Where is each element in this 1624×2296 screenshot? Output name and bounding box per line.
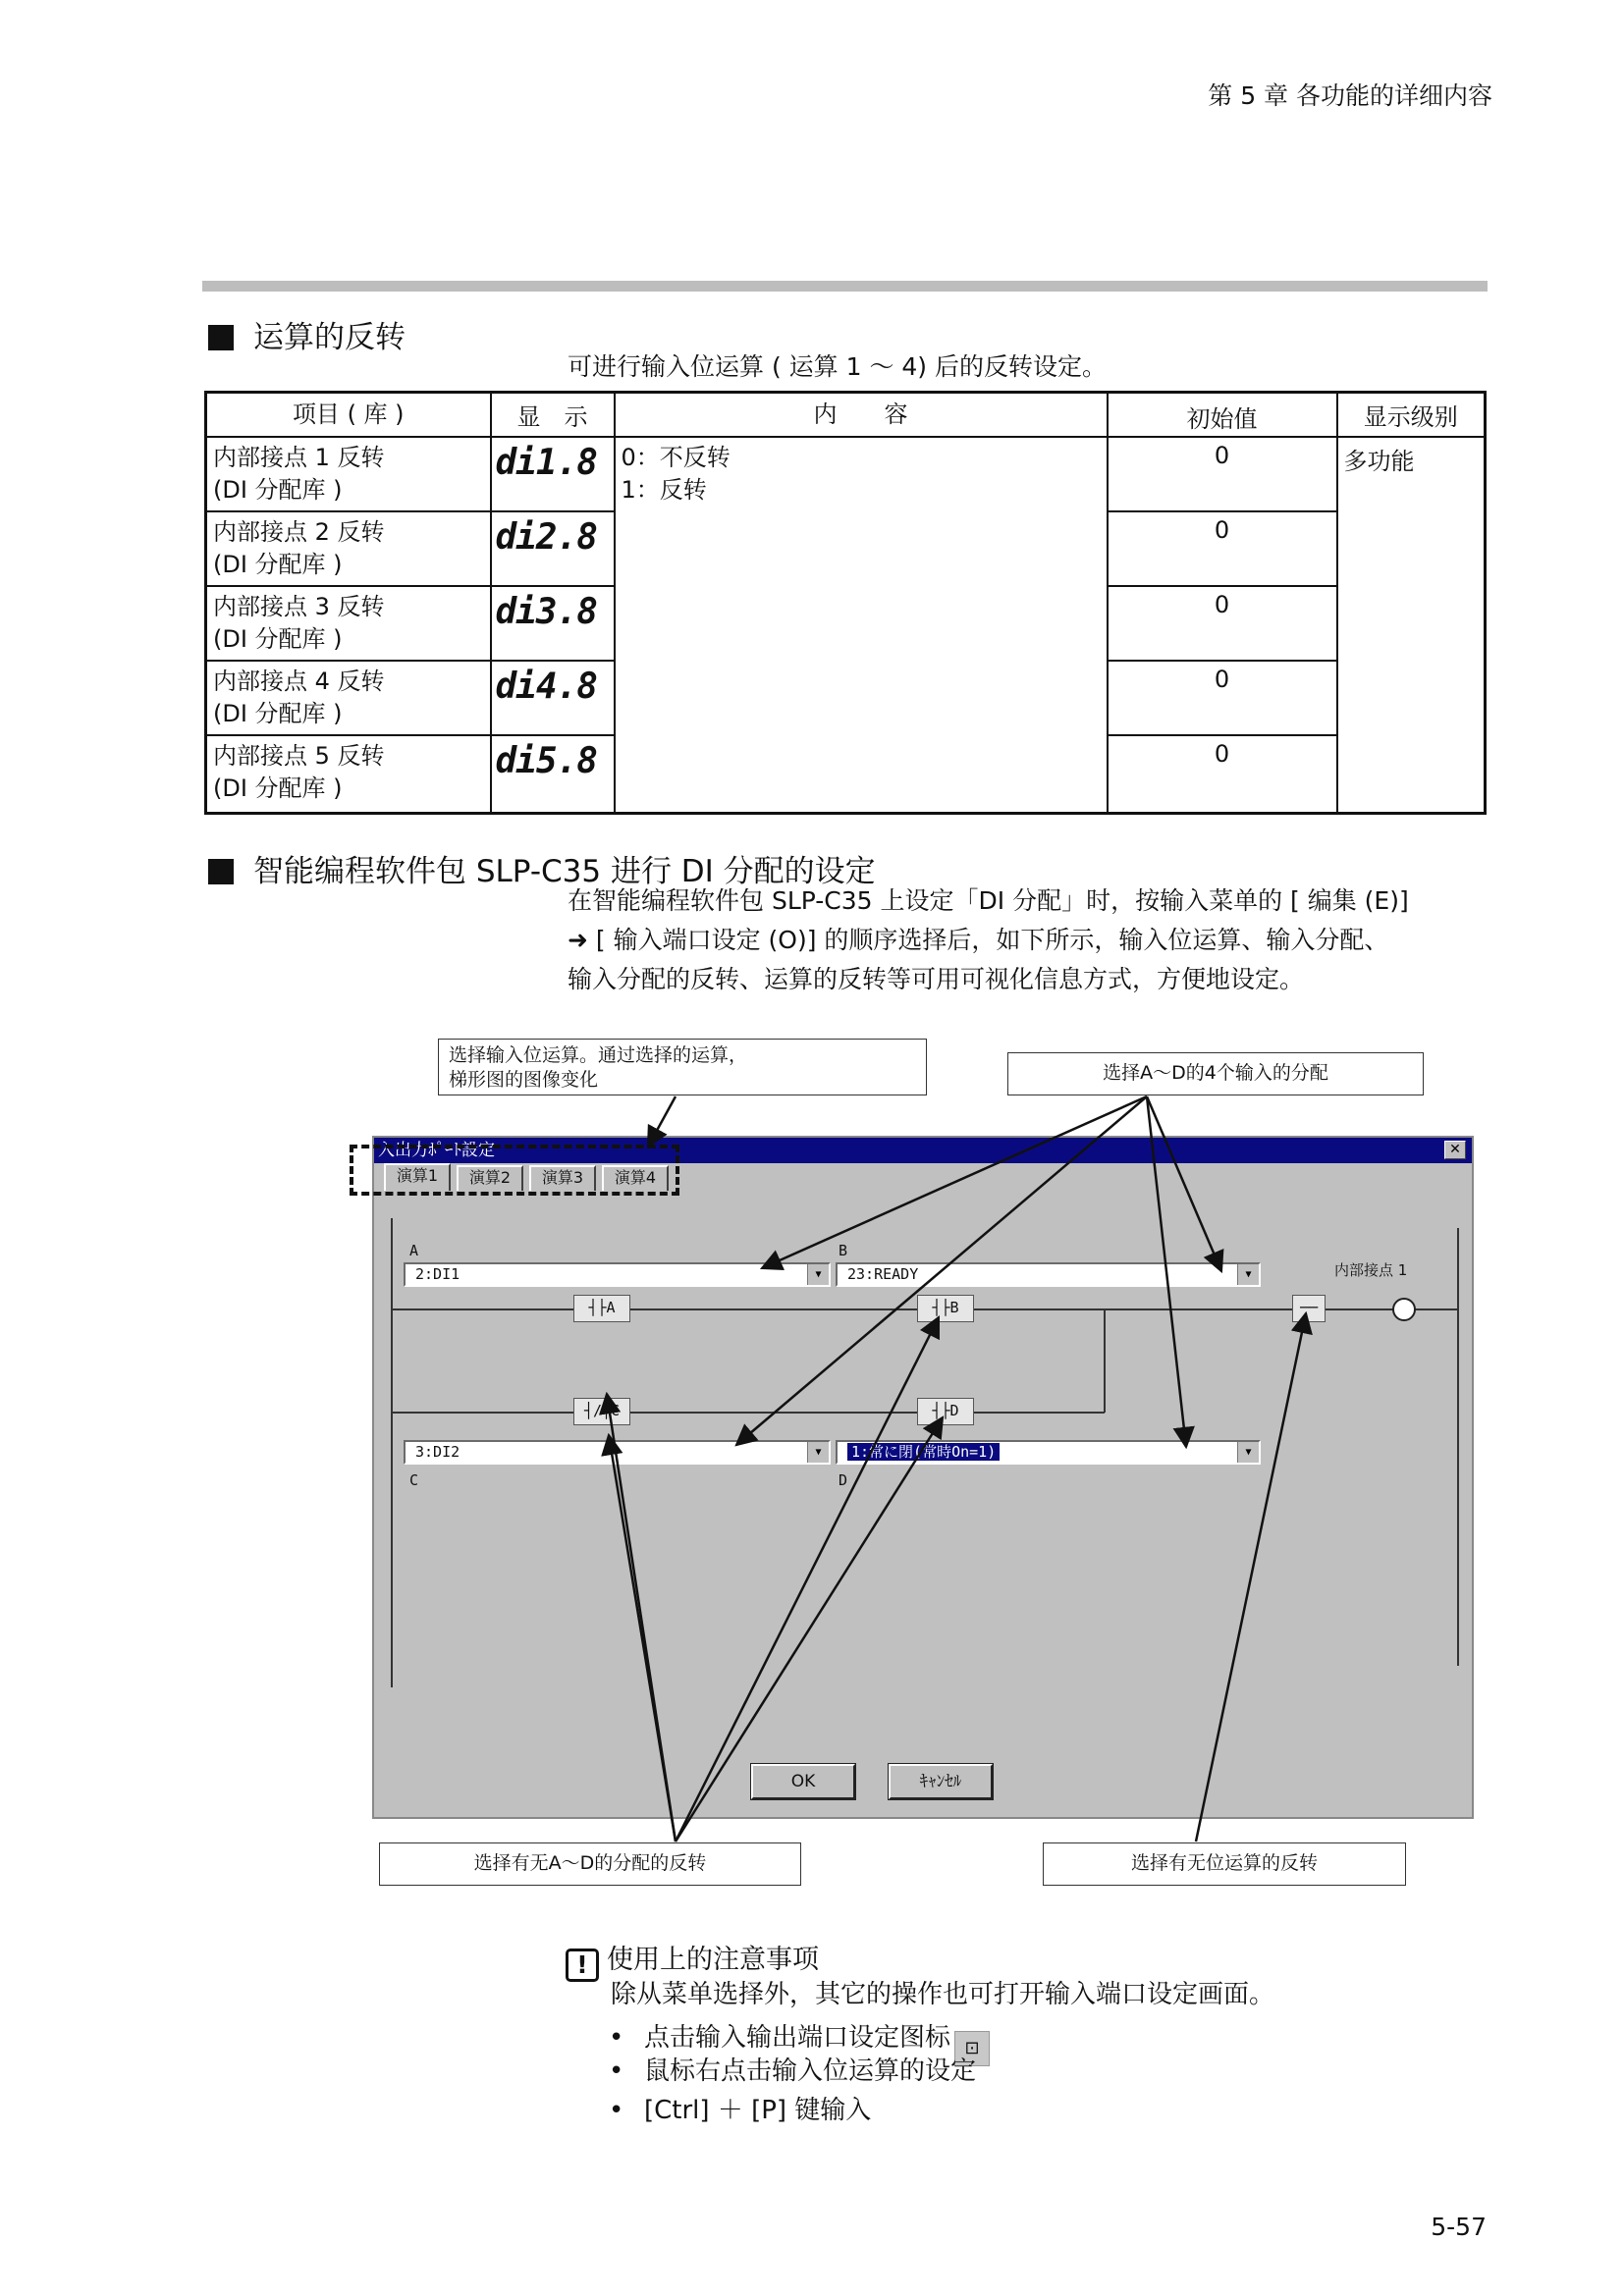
row-initial: 0 bbox=[1108, 735, 1337, 813]
row-initial: 0 bbox=[1108, 661, 1337, 735]
paragraph-line: 输入分配的反转、运算的反转等可用可视化信息方式，方便地设定。 bbox=[568, 965, 1305, 993]
chevron-down-icon[interactable]: ▼ bbox=[1237, 1264, 1259, 1285]
item-line: 内部接点 2 反转 bbox=[213, 518, 385, 546]
chevron-down-icon[interactable]: ▼ bbox=[807, 1264, 829, 1285]
close-icon[interactable]: ✕ bbox=[1444, 1141, 1466, 1159]
paragraph-line: ➜ [ 输入端口设定 (O)] 的顺序选择后，如下所示，输入位运算、输入分配、 bbox=[568, 926, 1389, 954]
callout-assign-invert: 选择有无A～D的分配的反转 bbox=[379, 1842, 801, 1886]
warning-icon: ! bbox=[566, 1949, 599, 1982]
combo-a-value: 2:DI1 bbox=[415, 1265, 460, 1283]
callout-input-assign: 选择A～D的4个输入的分配 bbox=[1007, 1052, 1424, 1095]
item-line: 内部接点 5 反转 bbox=[213, 742, 385, 770]
header-level: 显示级别 bbox=[1337, 393, 1486, 438]
paragraph-line: 在智能编程软件包 SLP-C35 上设定「DI 分配」时，按输入菜单的 [ 编集 (E)] bbox=[568, 886, 1409, 915]
arrow-to-contact-c bbox=[609, 1435, 676, 1842]
bullet-text: 点击输入输出端口设定图标 bbox=[644, 2023, 951, 2053]
section-intro: 可进行输入位运算 ( 运算 1 ～ 4) 后的反转设定。 bbox=[568, 352, 1108, 381]
arrow-to-contact-d bbox=[676, 1417, 943, 1842]
dialog-title: 入出力ﾎﾟｰﾄ設定 bbox=[378, 1141, 495, 1160]
seven-seg-display: di2.8 bbox=[495, 517, 597, 558]
coil-label: 内部接点 1 bbox=[1334, 1261, 1408, 1279]
page-number: 5-57 bbox=[1431, 2213, 1487, 2241]
list-item bbox=[609, 2093, 871, 2128]
tab-operation-1[interactable]: 演算1 bbox=[384, 1163, 451, 1191]
chevron-down-icon[interactable]: ▼ bbox=[1237, 1442, 1259, 1463]
tab-operation-4[interactable]: 演算4 bbox=[602, 1165, 669, 1191]
label-b: B bbox=[839, 1242, 848, 1259]
contact-d-button[interactable]: ┤├D bbox=[917, 1398, 974, 1425]
arrow-to-d bbox=[1147, 1096, 1186, 1447]
bullet-text: 鼠标右点击输入位运算的设定 bbox=[644, 2056, 977, 2086]
callout-bit-invert: 选择有无位运算的反转 bbox=[1043, 1842, 1406, 1886]
bullet-text: [Ctrl] ＋ [P] 键输入 bbox=[644, 2096, 872, 2125]
ok-button[interactable]: OK bbox=[751, 1764, 855, 1799]
contact-a-button[interactable]: ┤├A bbox=[573, 1295, 630, 1322]
note-title-text: 使用上的注意事项 bbox=[607, 1945, 819, 1975]
bullet: • bbox=[609, 2023, 624, 2053]
combo-d-value: 1:常に閉(常時On=1) bbox=[847, 1443, 1000, 1461]
row-initial: 0 bbox=[1108, 437, 1337, 511]
seven-seg-display: di5.8 bbox=[495, 741, 597, 781]
chapter-header: 第 5 章 各功能的详细内容 bbox=[1208, 81, 1492, 110]
coil-invert-button[interactable]: ── bbox=[1292, 1295, 1326, 1322]
header-initial: 初始值 bbox=[1108, 393, 1337, 438]
item-line: 内部接点 3 反转 bbox=[213, 593, 385, 620]
bullet: • bbox=[609, 2096, 624, 2125]
item-line: (DI 分配库 ) bbox=[213, 700, 343, 727]
section-title-text: 运算的反转 bbox=[253, 320, 406, 355]
contact-c-button[interactable]: ┤/├C bbox=[573, 1398, 630, 1425]
note-body: 除从菜单选择外，其它的操作也可打开输入端口设定画面。 bbox=[611, 1980, 1275, 2009]
arrow-to-a bbox=[762, 1096, 1147, 1268]
content-line: 0：不反转 bbox=[621, 444, 731, 471]
combo-b-value: 23:READY bbox=[847, 1265, 919, 1283]
label-c: C bbox=[409, 1471, 419, 1489]
io-port-settings-icon[interactable]: ⊡ bbox=[954, 2031, 990, 2066]
header-display: 显 示 bbox=[491, 393, 615, 438]
arrow-to-c bbox=[736, 1096, 1147, 1445]
contact-b-button[interactable]: ┤├B bbox=[917, 1295, 974, 1322]
header-item: 项目 ( 库 ) bbox=[206, 393, 491, 438]
tab-operation-3[interactable]: 演算3 bbox=[529, 1165, 596, 1191]
seven-seg-display: di1.8 bbox=[495, 443, 597, 483]
item-line: (DI 分配库 ) bbox=[213, 476, 343, 504]
item-line: (DI 分配库 ) bbox=[213, 551, 343, 578]
content-line: 1：反转 bbox=[621, 476, 707, 504]
arrow-to-b bbox=[1147, 1096, 1221, 1271]
item-line: (DI 分配库 ) bbox=[213, 774, 343, 802]
combo-c-value: 3:DI2 bbox=[415, 1443, 460, 1461]
chevron-down-icon[interactable]: ▼ bbox=[807, 1442, 829, 1463]
seven-seg-display: di3.8 bbox=[495, 592, 597, 632]
callout-line: 梯形图的图像变化 bbox=[449, 1069, 599, 1091]
section-title-text: 智能编程软件包 SLP-C35 进行 DI 分配的设定 bbox=[253, 854, 876, 889]
arrow-tabs bbox=[648, 1096, 676, 1147]
bullet: • bbox=[609, 2056, 624, 2086]
row-initial: 0 bbox=[1108, 511, 1337, 586]
row-initial: 0 bbox=[1108, 586, 1337, 661]
header-content: 内 容 bbox=[615, 393, 1108, 438]
seven-seg-display: di4.8 bbox=[495, 667, 597, 707]
arrow-to-contact-b bbox=[676, 1317, 939, 1842]
list-item bbox=[609, 2054, 976, 2089]
tab-operation-2[interactable]: 演算2 bbox=[457, 1165, 523, 1191]
callout-line: 选择输入位运算。通过选择的运算， bbox=[449, 1044, 748, 1066]
label-a: A bbox=[409, 1242, 419, 1259]
label-d: D bbox=[839, 1471, 848, 1489]
arrow-to-coil bbox=[1196, 1313, 1306, 1842]
item-line: 内部接点 4 反转 bbox=[213, 667, 385, 695]
cancel-button[interactable]: ｷｬﾝｾﾙ bbox=[889, 1764, 993, 1799]
item-line: (DI 分配库 ) bbox=[213, 625, 343, 653]
row-level: 多功能 bbox=[1337, 437, 1486, 813]
item-line: 内部接点 1 反转 bbox=[213, 444, 385, 471]
